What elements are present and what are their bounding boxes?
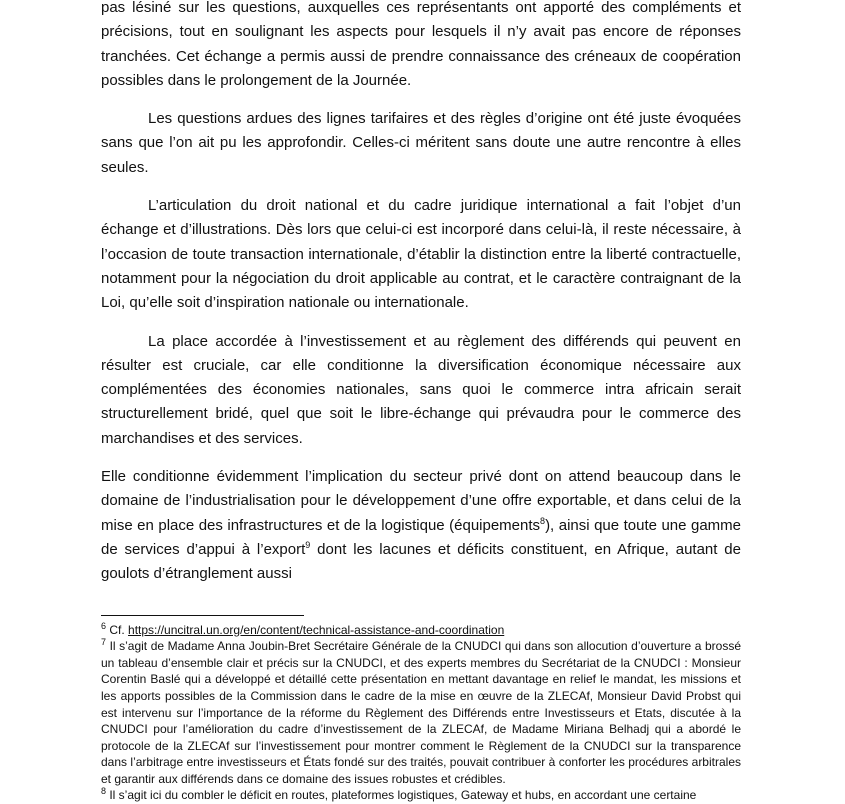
footnote-text: Il s’agit de Madame Anna Joubin-Bret Secrétaire Générale de la CNUDCI qui dans son allocution d’ouverture a brossé un tableau d’ensemble clair et précis sur la CNUDCI, et des experts membres du Secrétariat de la CNUDCI : Monsieur Corentin Baslé qui a développé et détaillé cette présentation en mettant davantage en relief le mandat, les missions et les apports possibles de la Commission dans le cadre de la mise en œuvre de la ZLECAf, Monsieur David Probst qui est intervenu sur l’importance de la réforme du Règlement des Différends entre Investisseurs et Etats, discutée à la CNUDCI pour l’amélioration du cadre d’investissement de la ZLECAf, de Madame Miriana Belhadj qui a abordé le protocole de la ZLECAf sur l’investissement pour montrer comment le Règlement de la CNUDCI sur la transparence dans l’arbitrage entre investisseurs et États fondé sur des traités, pouvait contribuer à conforter les procédures arbitrales et garantir aux différends dans ce domaine des issues robustes et crédibles. xyxy=(101,639,741,786)
footnote-8 xyxy=(101,787,741,804)
paragraph-investment: La place accordée à l’investissement et au règlement des différends qui peuvent en résulter est cruciale, car elle conditionne la diversification économique nécessaire aux complémentées des économies nationales, sans quoi le commerce intra africain serait structurellement bridé, quel que soit le libre-échange qui prévaudra pour le commerce des marchandises et des services. xyxy=(101,332,741,447)
footnote-ref[interactable]: 9 xyxy=(305,539,311,550)
footnote-number: 6 xyxy=(101,620,107,631)
footnote-ref[interactable]: 8 xyxy=(540,515,546,526)
paragraph-text: Elle conditionne évidemment l’implication du secteur privé dont on attend beaucoup dans le domaine de l’industrialisation pour le développement d’une offre exportable, et dans celui de la mise en place des infrastructures et de la logistique (équipements xyxy=(101,468,741,534)
document-page xyxy=(101,0,741,804)
footnotes xyxy=(101,622,741,804)
footnote-separator xyxy=(101,615,304,616)
footnote-6 xyxy=(101,622,741,639)
paragraph-consultation: pas lésiné sur les questions, auxquelles ces représentants ont apporté des compléments et précisions, tout en soulignant les aspects pour lesquels il n’y avait pas encore de réponses tranchées. Cet échange a permis aussi de prendre connaissance des créneaux de coopération possibles dans le prolongement de la Journée. xyxy=(101,0,741,89)
paragraph-text: dont les lacunes et déficits constituent, en Afrique, autant de goulots d’étranglement aussi xyxy=(101,540,741,583)
footnote-link[interactable]: https://uncitral.un.org/en/content/technical-assistance-and-coordination xyxy=(128,622,505,637)
footnote-number: 8 xyxy=(101,786,107,797)
footnote-text: Il s’agit ici du combler le déficit en routes, plateformes logistiques, Gateway et hubs, en accordant une certaine xyxy=(106,788,697,803)
footnote-prefix: Cf. xyxy=(106,622,129,637)
paragraph-text: ), ainsi que toute une gamme de services d’appui à l’export xyxy=(101,516,741,558)
paragraph-private-sector xyxy=(101,465,741,586)
paragraph-tariff-lines: Les questions ardues des lignes tarifaires et des règles d’origine ont été juste évoquées sans que l’on ait pu les approfondir. Celles-ci méritent sans doute une autre rencontre à elles seules. xyxy=(101,110,741,176)
footnote-number: 7 xyxy=(101,637,107,648)
body-text xyxy=(101,0,741,587)
footnote-7 xyxy=(101,638,741,787)
paragraph-national-law: L’articulation du droit national et du cadre juridique international a fait l’objet d’un échange et d’illustrations. Dès lors que celui-ci est incorporé dans celui-là, il reste nécessaire, à l’occasion de toute transaction internationale, d’établir la distinction entre la liberté contractuelle, notamment pour la négociation du droit applicable au contrat, et le caractère contraignant de la Loi, qu’elle soit d’inspiration nationale ou internationale. xyxy=(101,197,741,312)
